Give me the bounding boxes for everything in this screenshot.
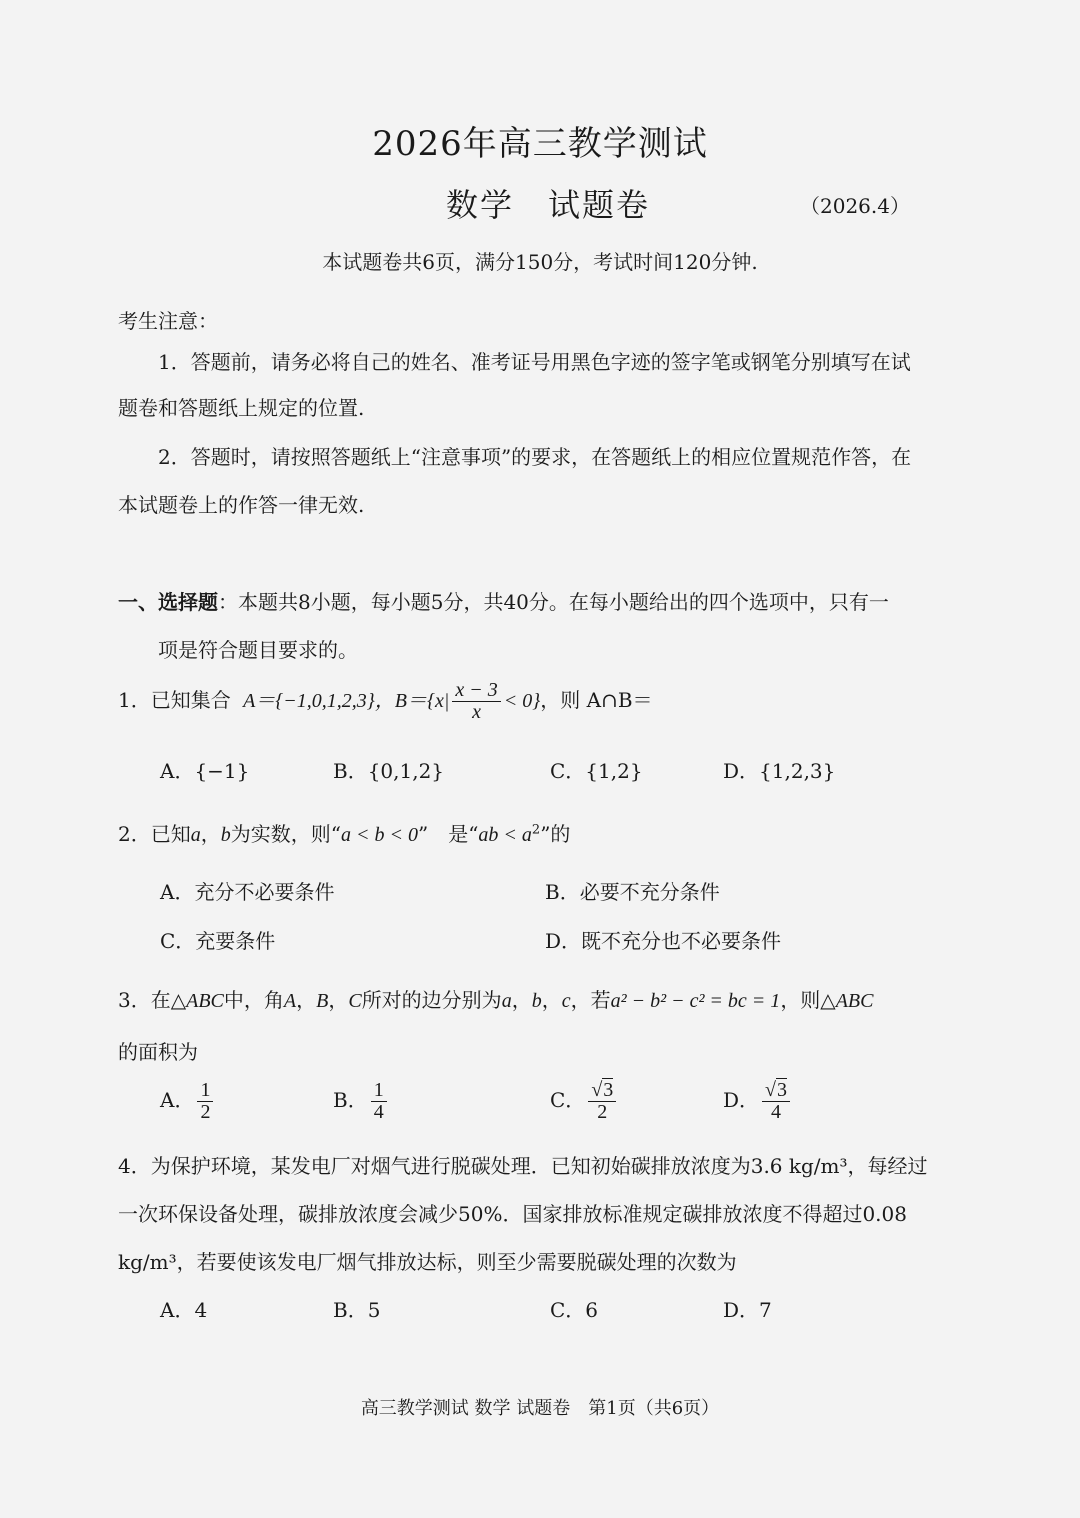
q3-b-num: 1 [371, 1080, 387, 1102]
q3-angle-c: C [348, 990, 362, 1012]
q3-number: 3． [118, 988, 151, 1012]
q3-side-b: b [531, 990, 542, 1012]
q3-angle-a: A [283, 990, 297, 1012]
q2-option-d: D．既不充分也不必要条件 [545, 929, 782, 953]
note-1-line-2: 题卷和答题纸上规定的位置. [118, 396, 365, 420]
q3-c-den: 2 [597, 1101, 608, 1123]
q3-option-b-frac [371, 1080, 387, 1123]
q2-text-1: 已知 [150, 822, 191, 846]
q3-text-d: ，若 [570, 988, 611, 1012]
q1-fraction [452, 680, 500, 723]
q1-option-a: A．{−1} [160, 759, 250, 783]
q3-option-d-frac [762, 1080, 790, 1123]
q4-line-1: 4．为保护环境，某发电厂对烟气进行脱碳处理．已知初始碳排放浓度为3.6 kg/m³，每经过 [118, 1154, 928, 1178]
q3-option-a [160, 1080, 216, 1123]
q3-line-2: 的面积为 [118, 1040, 198, 1064]
q2-cond-2: ab < a [478, 824, 532, 846]
q3-sep: ， [541, 988, 562, 1012]
q2-number: 2． [118, 822, 151, 846]
q3-c-radicand: 3 [603, 1079, 614, 1101]
note-1-line-1: 1．答题前，请务必将自己的姓名、准考证号用黑色字迹的签字笔或钢笔分别填写在试 [158, 350, 911, 374]
q3-option-c [550, 1080, 619, 1123]
q1-set-a: A＝{−1,0,1,2,3} [243, 690, 375, 712]
q3-d-num [762, 1080, 790, 1102]
q3-option-a-frac [197, 1080, 213, 1123]
q3-a-den: 2 [200, 1101, 211, 1123]
notes-title: 考生注意： [118, 309, 218, 333]
sqrt-icon: √ [765, 1079, 777, 1101]
q3-d-radicand: 3 [777, 1079, 788, 1101]
page-footer: 高三教学测试 数学 试题卷 第1页（共6页） [360, 1398, 720, 1419]
q3-b-den: 4 [373, 1101, 384, 1123]
sqrt-icon: √ [591, 1079, 603, 1101]
q2-var-a: a [190, 824, 201, 846]
q2-cond-1: a < b < 0 [340, 824, 418, 846]
q3-option-d [723, 1080, 793, 1123]
q3-side-a: a [501, 990, 512, 1012]
q3-a-num: 1 [197, 1080, 213, 1102]
q3-option-b-label: B． [333, 1088, 368, 1112]
q4-option-d: D．7 [723, 1298, 772, 1322]
q1-prefix: 已知集合 [150, 688, 231, 712]
exam-title: 2026年高三教学测试 [372, 124, 708, 164]
section-desc-2: 项是符合题目要求的。 [158, 638, 358, 662]
q2-option-a: A．充分不必要条件 [160, 880, 335, 904]
question-2 [118, 818, 570, 847]
q3-text-b: 中，角 [223, 988, 284, 1012]
q4-option-c: C．6 [550, 1298, 599, 1322]
q3-option-a-label: A． [160, 1088, 195, 1112]
q2-text-4: ” 是“ [417, 822, 479, 846]
q3-angle-b: B [316, 990, 329, 1012]
note-2-line-2: 本试题卷上的作答一律无效. [118, 493, 365, 517]
q2-exponent: 2 [531, 822, 541, 838]
q3-sep: ， [511, 988, 532, 1012]
q2-option-c: C．充要条件 [160, 929, 276, 953]
q4-option-b: B．5 [333, 1298, 381, 1322]
q1-option-c: C．{1,2} [550, 759, 643, 783]
q3-triangle-2: ABC [835, 990, 874, 1012]
q1-number: 1． [118, 688, 151, 712]
q1-suffix: ，则 A∩B＝ [540, 688, 653, 712]
q2-text-2: ， [200, 822, 221, 846]
section-title: 一、选择题 [118, 590, 218, 614]
q3-option-c-label: C． [550, 1088, 586, 1112]
q3-d-den: 4 [771, 1101, 782, 1123]
q2-text-3: 为实数，则“ [230, 822, 341, 846]
q1-option-d: D．{1,2,3} [723, 759, 836, 783]
question-3 [118, 984, 873, 1013]
q3-sep: ， [328, 988, 349, 1012]
exam-subtitle: 数学 试题卷 [446, 186, 651, 224]
question-1 [118, 680, 653, 723]
q4-option-a: A．4 [160, 1298, 208, 1322]
q3-sep: ， [296, 988, 317, 1012]
q2-var-b: b [220, 824, 231, 846]
q3-option-b [333, 1080, 390, 1123]
q3-text-e: ，则△ [780, 988, 836, 1012]
q2-text-5: ”的 [540, 822, 571, 846]
section-heading [118, 586, 889, 615]
q1-frac-num: x − 3 [452, 680, 500, 702]
exam-info: 本试题卷共6页，满分150分，考试时间120分钟. [322, 250, 758, 274]
q3-option-c-frac [588, 1080, 616, 1123]
q2-option-b: B．必要不充分条件 [545, 880, 720, 904]
q3-text-a: 在△ [150, 988, 187, 1012]
q1-set-b-post: < 0} [503, 690, 541, 712]
q4-line-3: kg/m³，若要使该发电厂烟气排放达标，则至少需要脱碳处理的次数为 [118, 1250, 737, 1274]
q1-frac-den: x [472, 701, 482, 723]
section-desc-1: ：本题共8小题，每小题5分，共40分。在每小题给出的四个选项中，只有一 [218, 590, 889, 614]
q3-option-d-label: D． [723, 1088, 760, 1112]
note-2-line-1: 2．答题时，请按照答题纸上“注意事项”的要求，在答题纸上的相应位置规范作答，在 [158, 445, 912, 469]
q3-side-c: c [561, 990, 571, 1012]
q3-text-c: 所对的边分别为 [361, 988, 502, 1012]
q1-set-b-pre: ，B＝{x| [374, 690, 450, 712]
q1-option-b: B．{0,1,2} [333, 759, 445, 783]
exam-date: （2026.4） [800, 194, 910, 218]
q4-line-2: 一次环保设备处理，碳排放浓度会减少50%．国家排放标准规定碳排放浓度不得超过0.08 [118, 1202, 907, 1226]
q3-equation: a² − b² − c² = bc = 1 [610, 990, 781, 1012]
q3-triangle: ABC [186, 990, 224, 1012]
q3-c-num [588, 1080, 616, 1102]
